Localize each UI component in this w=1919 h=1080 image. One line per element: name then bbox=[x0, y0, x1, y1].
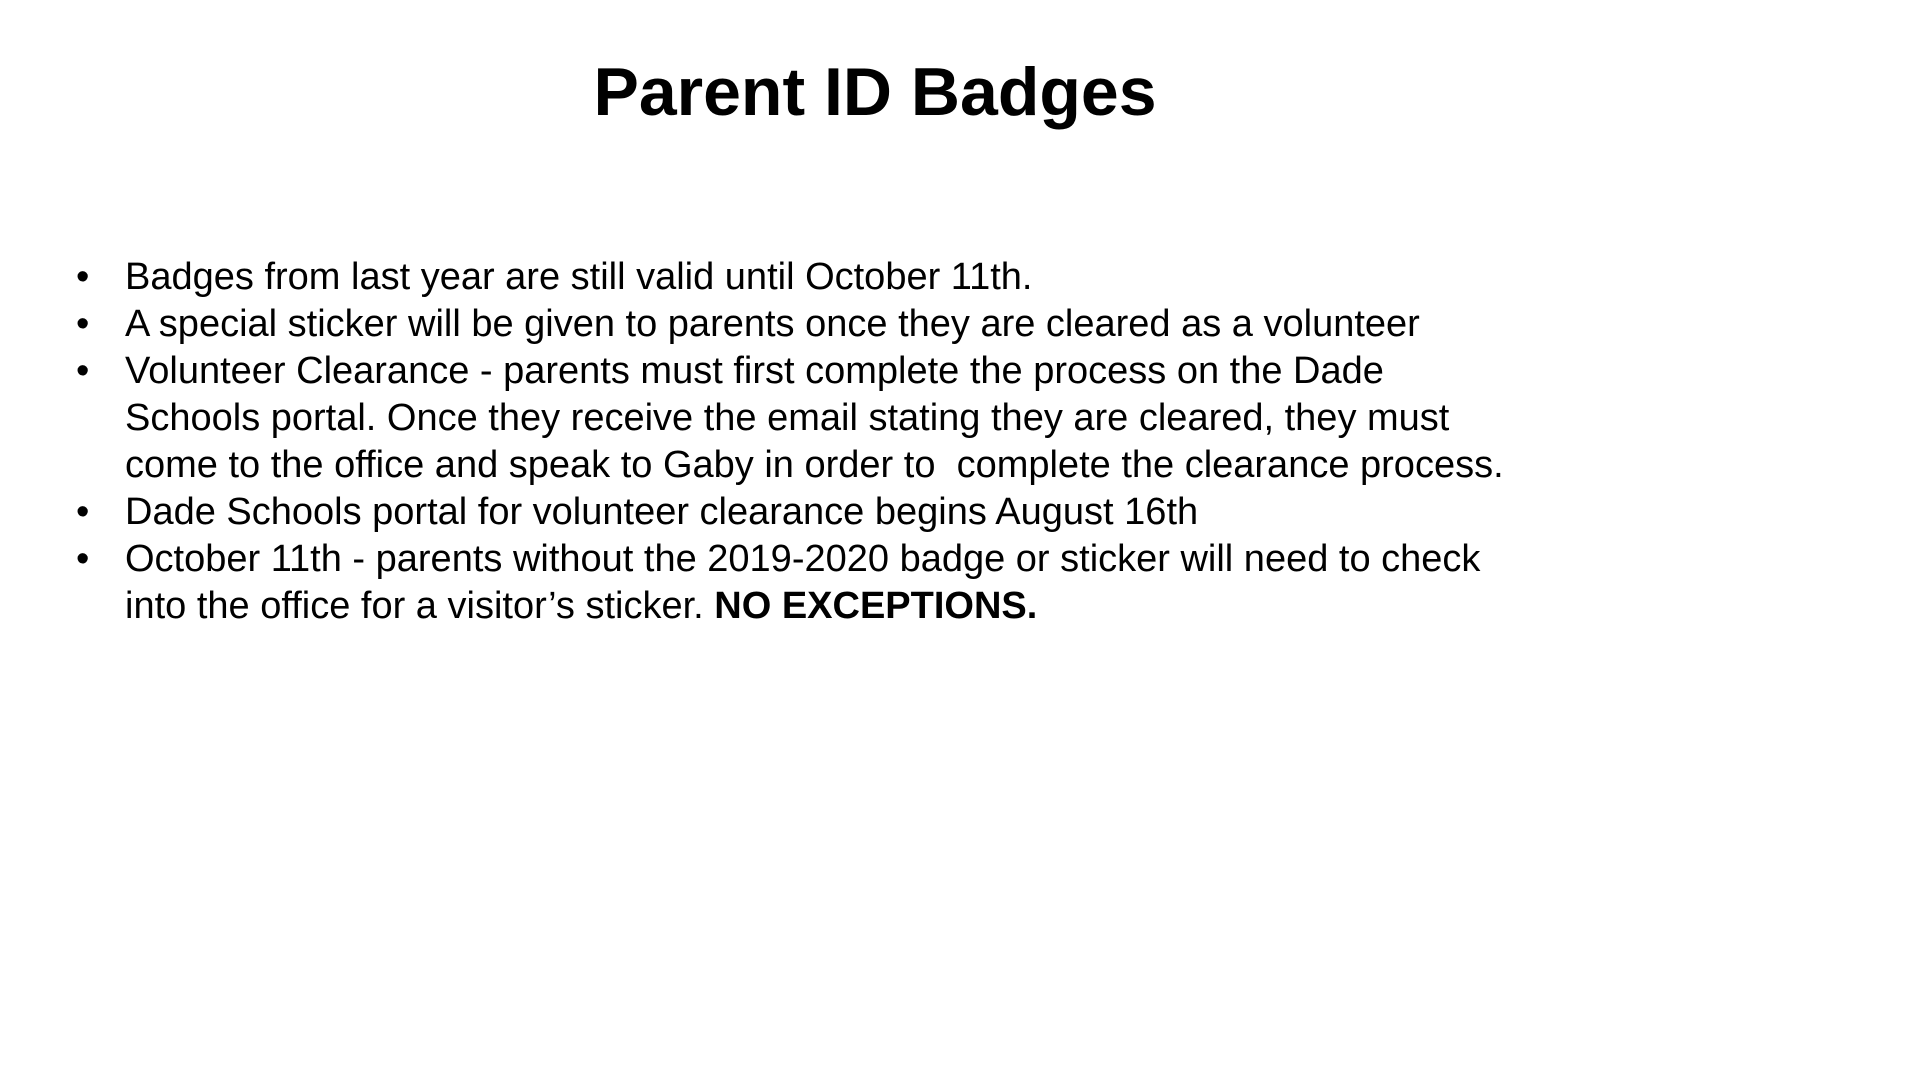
slide-title: Parent ID Badges bbox=[593, 54, 1157, 130]
bullet-item bbox=[76, 301, 1636, 348]
bullet-item bbox=[76, 348, 1636, 489]
bullet-list bbox=[76, 254, 1636, 630]
bullet-dot-icon: • bbox=[76, 491, 90, 533]
bullet-dot-icon: • bbox=[76, 303, 90, 345]
bullet-text-line: into the office for a visitor’s sticker. bbox=[125, 585, 715, 627]
bullet-item bbox=[76, 536, 1636, 630]
bullet-text-line: October 11th - parents without the 2019-2020 badge or sticker will need to check bbox=[125, 538, 1481, 580]
bullet-text-line: come to the office and speak to Gaby in order to complete the clearance process. bbox=[125, 444, 1504, 486]
bullet-text: Dade Schools portal for volunteer clearance begins August 16th bbox=[125, 491, 1199, 533]
bullet-item bbox=[76, 489, 1636, 536]
bullet-dot-icon: • bbox=[76, 256, 90, 298]
bullet-item bbox=[76, 254, 1636, 301]
bullet-dot-icon: • bbox=[76, 538, 90, 580]
bullet-text-line: Volunteer Clearance - parents must first complete the process on the Dade bbox=[125, 350, 1384, 392]
bullet-dot-icon: • bbox=[76, 350, 90, 392]
bullet-text-line: Schools portal. Once they receive the email stating they are cleared, they must bbox=[125, 397, 1450, 439]
emphasis-text: NO EXCEPTIONS. bbox=[714, 585, 1038, 627]
bullet-text: Badges from last year are still valid until October 11th. bbox=[125, 256, 1033, 298]
bullet-text: A special sticker will be given to parents once they are cleared as a volunteer bbox=[125, 303, 1420, 345]
